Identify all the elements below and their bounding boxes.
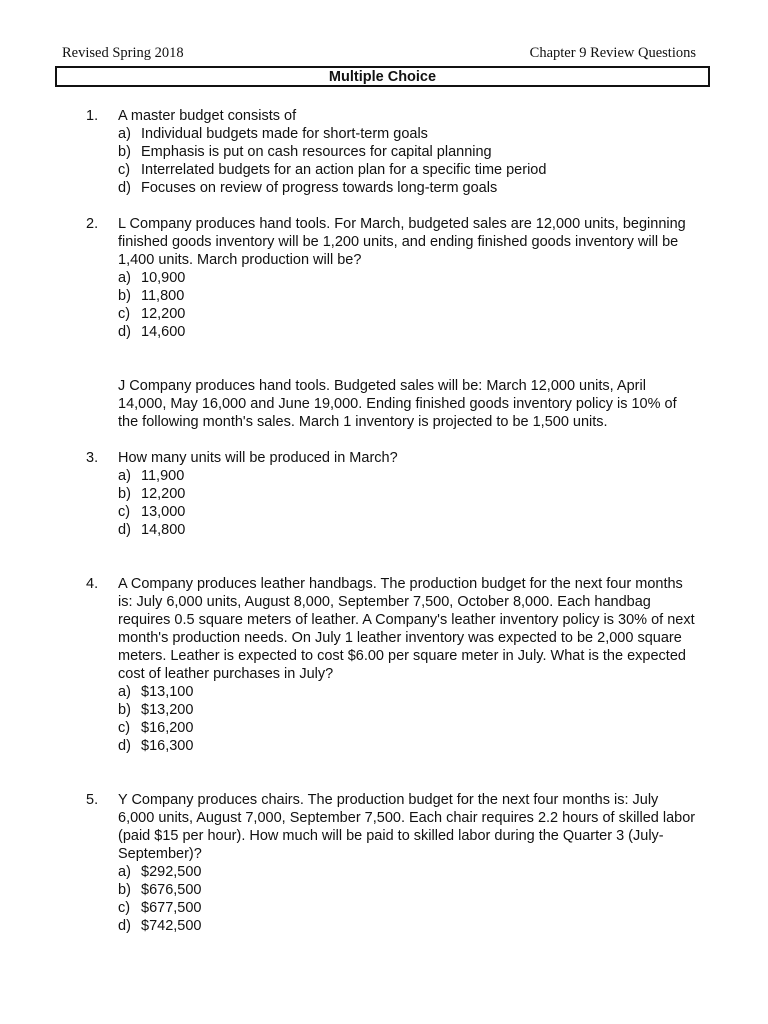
option-b (118, 485, 696, 503)
page-header (62, 45, 696, 65)
option-letter: a) (118, 468, 131, 484)
option-b (118, 287, 696, 305)
option-text: 10,900 (141, 270, 186, 286)
option-text: $677,500 (141, 900, 202, 916)
option-c (118, 719, 696, 737)
option-letter: d) (118, 522, 131, 538)
question-number: 3. (86, 450, 99, 466)
question-1 (86, 107, 696, 197)
option-a (118, 125, 696, 143)
option-a (118, 683, 696, 701)
option-letter: c) (118, 504, 131, 520)
chapter-label: Chapter 9 Review Questions (529, 45, 696, 61)
question-stem: Y Company produces chairs. The production budget for the next four months is: July 6,000 units, August 7,000, September 7,500. Each chair requires 2.2 hours of skilled labor (paid $15 per hour). How much will be paid to skilled labor during the Quarter 3 (July-September)? (118, 792, 696, 862)
option-letter: a) (118, 864, 131, 880)
option-d (118, 179, 696, 197)
option-b (118, 143, 696, 161)
option-letter: b) (118, 144, 131, 160)
question-list (86, 107, 696, 935)
option-a (118, 269, 696, 287)
question-4 (86, 575, 696, 755)
question-number: 1. (86, 108, 99, 124)
option-text: Emphasis is put on cash resources for capital planning (141, 144, 492, 160)
option-text: $16,200 (141, 720, 194, 736)
option-d (118, 521, 696, 539)
option-d (118, 737, 696, 755)
question-number: 4. (86, 576, 99, 592)
option-text: 12,200 (141, 486, 186, 502)
option-letter: d) (118, 738, 131, 754)
option-c (118, 899, 696, 917)
option-letter: b) (118, 288, 131, 304)
option-letter: d) (118, 324, 131, 340)
option-text: 11,800 (141, 288, 185, 304)
option-text: 13,000 (141, 504, 186, 520)
option-d (118, 323, 696, 341)
option-text: 14,600 (141, 324, 186, 340)
option-text: 12,200 (141, 306, 186, 322)
question-number: 5. (86, 792, 99, 808)
option-letter: d) (118, 918, 131, 934)
option-letter: d) (118, 180, 131, 196)
option-c (118, 503, 696, 521)
question-stem: A master budget consists of (118, 108, 297, 124)
option-b (118, 701, 696, 719)
option-c (118, 161, 696, 179)
option-text: $13,100 (141, 684, 194, 700)
scenario-paragraph: J Company produces hand tools. Budgeted sales will be: March 12,000 units, April 14,000, May 16,000 and June 19,000. Ending finished goods inventory policy is 10% of the following month's sales. March 1 inventory is projected to be 1,500 units. (118, 378, 677, 430)
option-text: Focuses on review of progress towards long-term goals (141, 180, 498, 196)
option-text: $676,500 (141, 882, 202, 898)
option-text: $13,200 (141, 702, 194, 718)
question-number: 2. (86, 216, 99, 232)
option-letter: b) (118, 882, 131, 898)
option-text: 14,800 (141, 522, 186, 538)
option-letter: c) (118, 162, 131, 178)
option-text: Interrelated budgets for an action plan for a specific time period (141, 162, 547, 178)
option-d (118, 917, 696, 935)
option-text: $292,500 (141, 864, 202, 880)
option-letter: c) (118, 900, 131, 916)
question-stem: L Company produces hand tools. For March, budgeted sales are 12,000 units, beginning finished goods inventory will be 1,200 units, and ending finished goods inventory will be 1,400 units. March production will be? (118, 216, 686, 268)
option-a (118, 863, 696, 881)
question-stem: A Company produces leather handbags. The production budget for the next four months is: July 6,000 units, August 8,000, September 7,500, October 8,000. Each handbag requires 0.5 square meters of leather. A Company's leather inventory policy is 30% of next month's production needs. On July 1 leather inventory was expected to be 2,000 square meters. Leather is expected to cost $6.00 per square meter in July. What is the expected cost of leather purchases in July? (118, 576, 695, 682)
option-letter: b) (118, 702, 131, 718)
revision-label: Revised Spring 2018 (62, 45, 184, 61)
question-5 (86, 791, 696, 935)
option-text: $16,300 (141, 738, 194, 754)
option-letter: a) (118, 684, 131, 700)
option-letter: c) (118, 720, 131, 736)
option-letter: a) (118, 126, 131, 142)
option-letter: a) (118, 270, 131, 286)
option-b (118, 881, 696, 899)
option-text: Individual budgets made for short-term goals (141, 126, 428, 142)
option-text: $742,500 (141, 918, 202, 934)
section-title: Multiple Choice (55, 66, 710, 87)
option-c (118, 305, 696, 323)
option-letter: b) (118, 486, 131, 502)
option-text: 11,900 (141, 468, 185, 484)
question-stem: How many units will be produced in March? (118, 450, 398, 466)
option-letter: c) (118, 306, 131, 322)
question-3 (86, 449, 696, 539)
question-2 (86, 215, 696, 341)
option-a (118, 467, 696, 485)
